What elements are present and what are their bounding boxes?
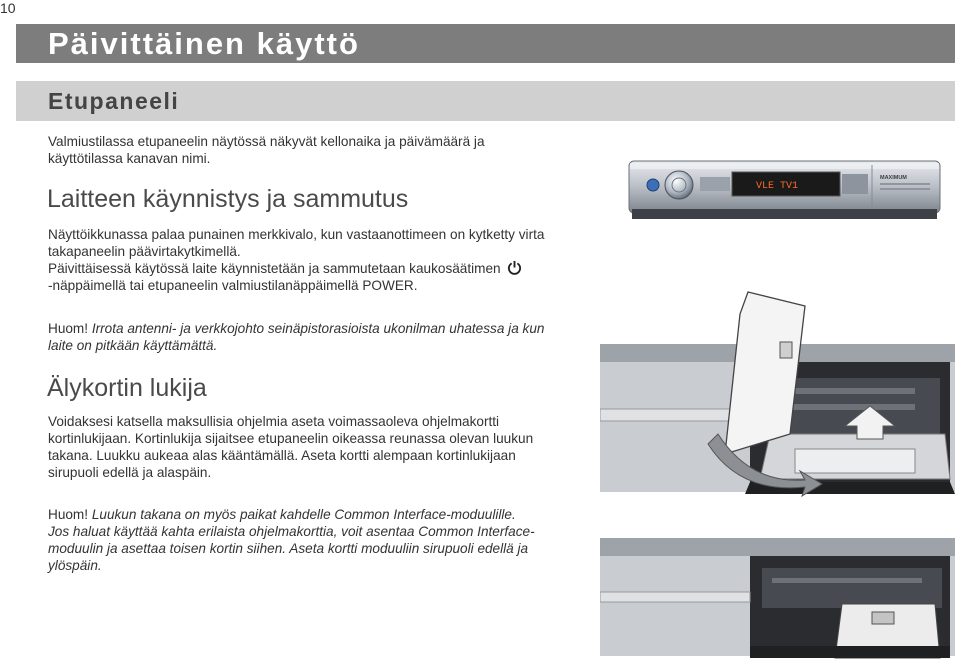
page-title: Päivittäinen käyttö — [48, 26, 360, 61]
card-note — [48, 506, 578, 574]
brand-label: MAXIMUM — [880, 175, 907, 181]
display-text: VLE TV1 — [756, 181, 799, 192]
note-lead: Huom! — [48, 507, 89, 522]
section-title: Etupaneeli — [48, 88, 180, 114]
text-line: laite on pitkään käyttämättä. — [48, 338, 218, 353]
navigation-knob-graphic — [665, 171, 693, 199]
intro-line: käyttötilassa kanavan nimi. — [48, 151, 211, 166]
text-line — [48, 320, 578, 337]
text-line — [48, 260, 578, 277]
card-heading: Älykortin lukija — [47, 374, 207, 402]
text-line: ylöspäin. — [48, 558, 102, 573]
card-insertion-image — [600, 284, 955, 509]
receiver-front-panel-image — [628, 157, 942, 223]
startup-note — [48, 320, 578, 354]
intro-line: Valmiustilassa etupaneelin näytössä näkyvät kellonaika ja päivämäärä ja — [48, 134, 485, 149]
power-icon — [507, 260, 522, 275]
text-line — [48, 506, 578, 523]
text-line: Voidaksesi katsella maksullisia ohjelmia aseta voimassaoleva ohjelmakortti — [48, 414, 500, 429]
text-line: Näyttöikkunassa palaa punainen merkkivalo, kun vastaanottimeen on kytketty virta — [48, 227, 545, 242]
text-segment: Päivittäisessä käytössä laite käynnistetään ja sammutetaan kaukosäätimen — [48, 261, 501, 276]
text-line: takana. Luukku aukeaa alas kääntämällä. Aseta kortti alempaan kortinlukijaan — [48, 448, 516, 463]
section-bar — [16, 81, 955, 121]
page-number: 10 — [0, 0, 16, 16]
text-line: takapaneelin päävirtakytkimellä. — [48, 244, 241, 259]
text-line: sirupuoli edellä ja alaspäin. — [48, 465, 212, 480]
chip-graphic — [872, 612, 894, 624]
chip-graphic — [780, 342, 792, 358]
card-paragraph — [48, 413, 578, 481]
text-line: kortinlukijaan. Kortinlukija sijaitsee etupaneelin oikeassa reunassa olevan luukun — [48, 431, 534, 446]
text-line: Jos haluat käyttää kahta erilaista ohjelmakorttia, voit asentaa Common Interface- — [48, 524, 535, 539]
text-segment: Irrota antenni- ja verkkojohto seinäpistorasioista ukonilman uhatessa ja kun — [88, 321, 545, 336]
text-line: -näppäimellä tai etupaneelin valmiustilanäppäimellä POWER. — [48, 278, 418, 293]
standby-button-graphic — [647, 179, 659, 191]
card-inserted-image — [600, 536, 955, 664]
startup-paragraph-2 — [48, 260, 578, 294]
text-segment: Luukun takana on myös paikat kahdelle Common Interface-moduulille. — [88, 507, 516, 522]
text-line: moduulin ja asettaa toisen kortin siihen. Aseta kortti moduuliin sirupuoli edellä ja — [48, 541, 529, 556]
intro-paragraph — [48, 133, 578, 167]
title-bar — [16, 24, 955, 63]
note-lead: Huom! — [48, 321, 89, 336]
startup-heading: Laitteen käynnistys ja sammutus — [47, 185, 409, 213]
startup-paragraph-1 — [48, 226, 578, 260]
